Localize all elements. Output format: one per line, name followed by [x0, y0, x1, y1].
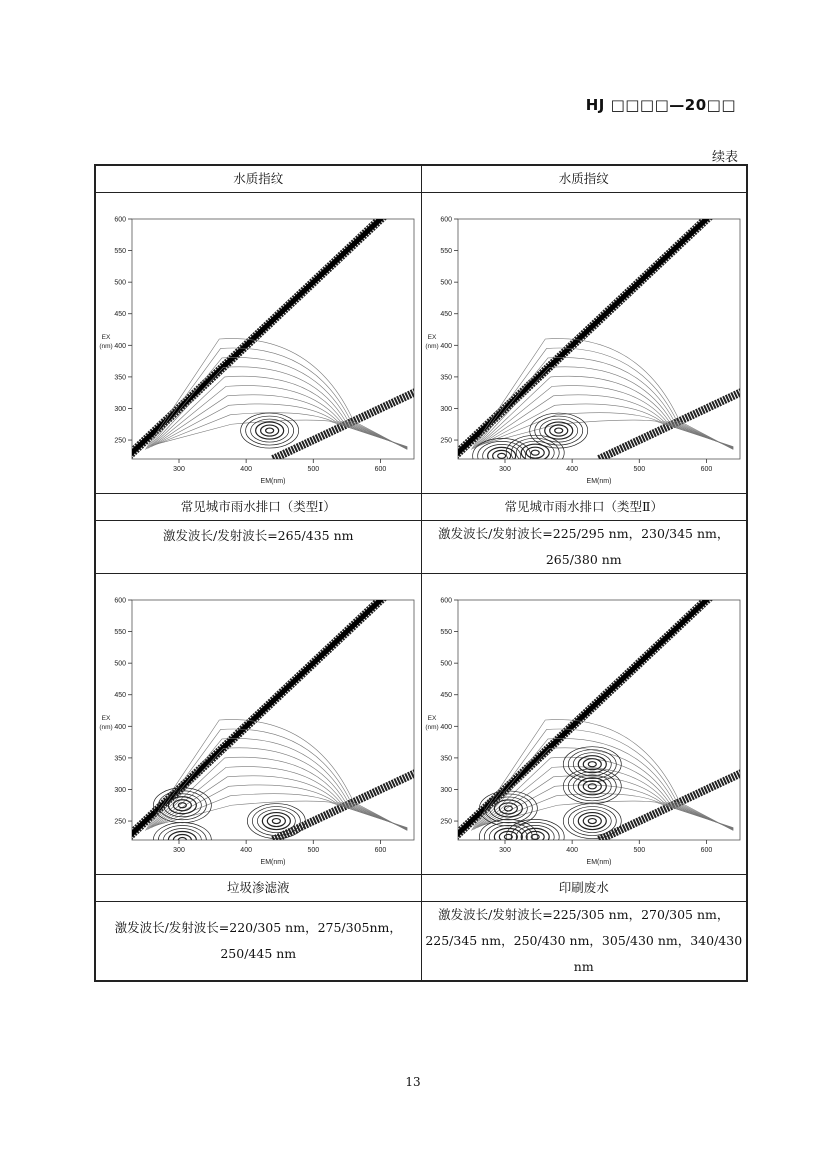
- y-tick-label: 400: [114, 342, 126, 350]
- x-tick-label: 400: [565, 466, 578, 473]
- y-axis-unit: (nm): [99, 343, 113, 350]
- y-tick-label: 350: [114, 374, 126, 382]
- sample-name: 垃圾渗滤液: [95, 875, 421, 902]
- plot-row: [95, 193, 747, 494]
- eem-plot-3: [96, 574, 422, 874]
- continued-label: 续表: [711, 150, 738, 165]
- y-tick-label: 600: [439, 216, 452, 224]
- peak-values: [421, 902, 747, 982]
- y-tick-label: 600: [439, 597, 452, 605]
- peak-line: 265/380 nm: [545, 552, 622, 567]
- y-tick-label: 400: [114, 723, 126, 731]
- x-tick-label: 300: [498, 466, 511, 473]
- x-tick-label: 400: [565, 847, 578, 854]
- y-tick-label: 600: [114, 216, 126, 224]
- page-number: 13: [405, 1075, 421, 1089]
- x-axis-label: EM(nm): [260, 859, 286, 866]
- y-tick-label: 250: [439, 818, 452, 826]
- plot-cell: [421, 193, 747, 494]
- x-axis-label: EM(nm): [260, 478, 286, 485]
- y-tick-label: 250: [439, 437, 452, 445]
- y-tick-label: 450: [439, 311, 452, 319]
- plot-cell: [95, 574, 421, 875]
- x-tick-label: 500: [307, 466, 320, 473]
- y-tick-label: 450: [439, 692, 452, 700]
- eem-chart: [422, 193, 748, 493]
- plot-row: [95, 574, 747, 875]
- y-tick-label: 550: [439, 248, 452, 256]
- peak-line: 225/345 nm，250/430 nm，305/430 nm，340/430 nm: [425, 933, 743, 974]
- y-axis-label: EX: [101, 334, 111, 341]
- eem-chart: [422, 574, 748, 874]
- column-header: 水质指纹: [421, 165, 747, 193]
- fingerprint-table: [94, 164, 748, 982]
- peak-line: 激发波长/发射波长=225/305 nm，270/305 nm，: [438, 907, 730, 922]
- x-tick-label: 300: [173, 847, 185, 854]
- peak-line: 激发波长/发射波长=220/305 nm，275/305nm，: [114, 920, 402, 935]
- y-tick-label: 300: [439, 786, 452, 794]
- x-tick-label: 500: [632, 466, 645, 473]
- plot-cell: [95, 193, 421, 494]
- y-tick-label: 400: [439, 723, 452, 731]
- peak-line: 250/445 nm: [220, 946, 297, 961]
- plot-frame: [132, 219, 414, 459]
- plot-frame: [458, 219, 740, 459]
- y-axis-unit: (nm): [424, 343, 439, 350]
- x-tick-label: 400: [240, 847, 252, 854]
- y-axis-unit: (nm): [424, 724, 439, 731]
- x-tick-label: 500: [307, 847, 320, 854]
- peaks-row: [95, 902, 747, 982]
- peaks-row: [95, 521, 747, 574]
- y-tick-label: 550: [439, 629, 452, 637]
- y-tick-label: 400: [439, 342, 452, 350]
- eem-plot-2: [422, 193, 748, 493]
- y-tick-label: 250: [114, 437, 126, 445]
- x-tick-label: 600: [700, 847, 712, 854]
- peak-values: [421, 521, 747, 574]
- x-tick-label: 600: [374, 847, 387, 854]
- eem-chart: [96, 193, 422, 493]
- y-tick-label: 450: [114, 311, 126, 319]
- y-axis-label: EX: [427, 334, 436, 341]
- y-tick-label: 300: [114, 405, 126, 413]
- y-tick-label: 350: [439, 374, 452, 382]
- y-tick-label: 350: [114, 755, 126, 763]
- y-tick-label: 300: [114, 786, 126, 794]
- y-tick-label: 300: [439, 405, 452, 413]
- y-tick-label: 250: [114, 818, 126, 826]
- x-tick-label: 300: [498, 847, 511, 854]
- x-tick-label: 600: [700, 466, 712, 473]
- y-axis-unit: (nm): [99, 724, 113, 731]
- eem-plot-4: [422, 574, 748, 874]
- y-tick-label: 500: [114, 660, 126, 668]
- y-tick-label: 550: [114, 629, 126, 637]
- column-header: 水质指纹: [95, 165, 421, 193]
- peak-line: 激发波长/发射波长=265/435 nm: [163, 528, 354, 543]
- y-tick-label: 500: [439, 660, 452, 668]
- sample-name: 印刷废水: [421, 875, 747, 902]
- eem-plot-1: [96, 193, 422, 493]
- standard-code: HJ □□□□—20□□: [585, 96, 736, 114]
- sample-name: 常见城市雨水排口（类型Ⅰ）: [95, 494, 421, 521]
- peak-values: [95, 902, 421, 982]
- caption-row: [95, 875, 747, 902]
- y-tick-label: 600: [114, 597, 126, 605]
- x-tick-label: 600: [374, 466, 387, 473]
- eem-chart: [96, 574, 422, 874]
- y-axis-label: EX: [427, 715, 436, 722]
- x-axis-label: EM(nm): [586, 859, 611, 866]
- peak-values: [95, 521, 421, 574]
- y-tick-label: 500: [439, 279, 452, 287]
- x-axis-label: EM(nm): [586, 478, 611, 485]
- x-tick-label: 400: [240, 466, 252, 473]
- y-tick-label: 550: [114, 248, 126, 256]
- x-tick-label: 500: [632, 847, 645, 854]
- y-axis-label: EX: [101, 715, 111, 722]
- table-header-row: [95, 165, 747, 193]
- y-tick-label: 450: [114, 692, 126, 700]
- peak-line: 激发波长/发射波长=225/295 nm，230/345 nm，: [438, 526, 730, 541]
- caption-row: [95, 494, 747, 521]
- y-tick-label: 350: [439, 755, 452, 763]
- x-tick-label: 300: [173, 466, 185, 473]
- plot-cell: [421, 574, 747, 875]
- y-tick-label: 500: [114, 279, 126, 287]
- sample-name: 常见城市雨水排口（类型Ⅱ）: [421, 494, 747, 521]
